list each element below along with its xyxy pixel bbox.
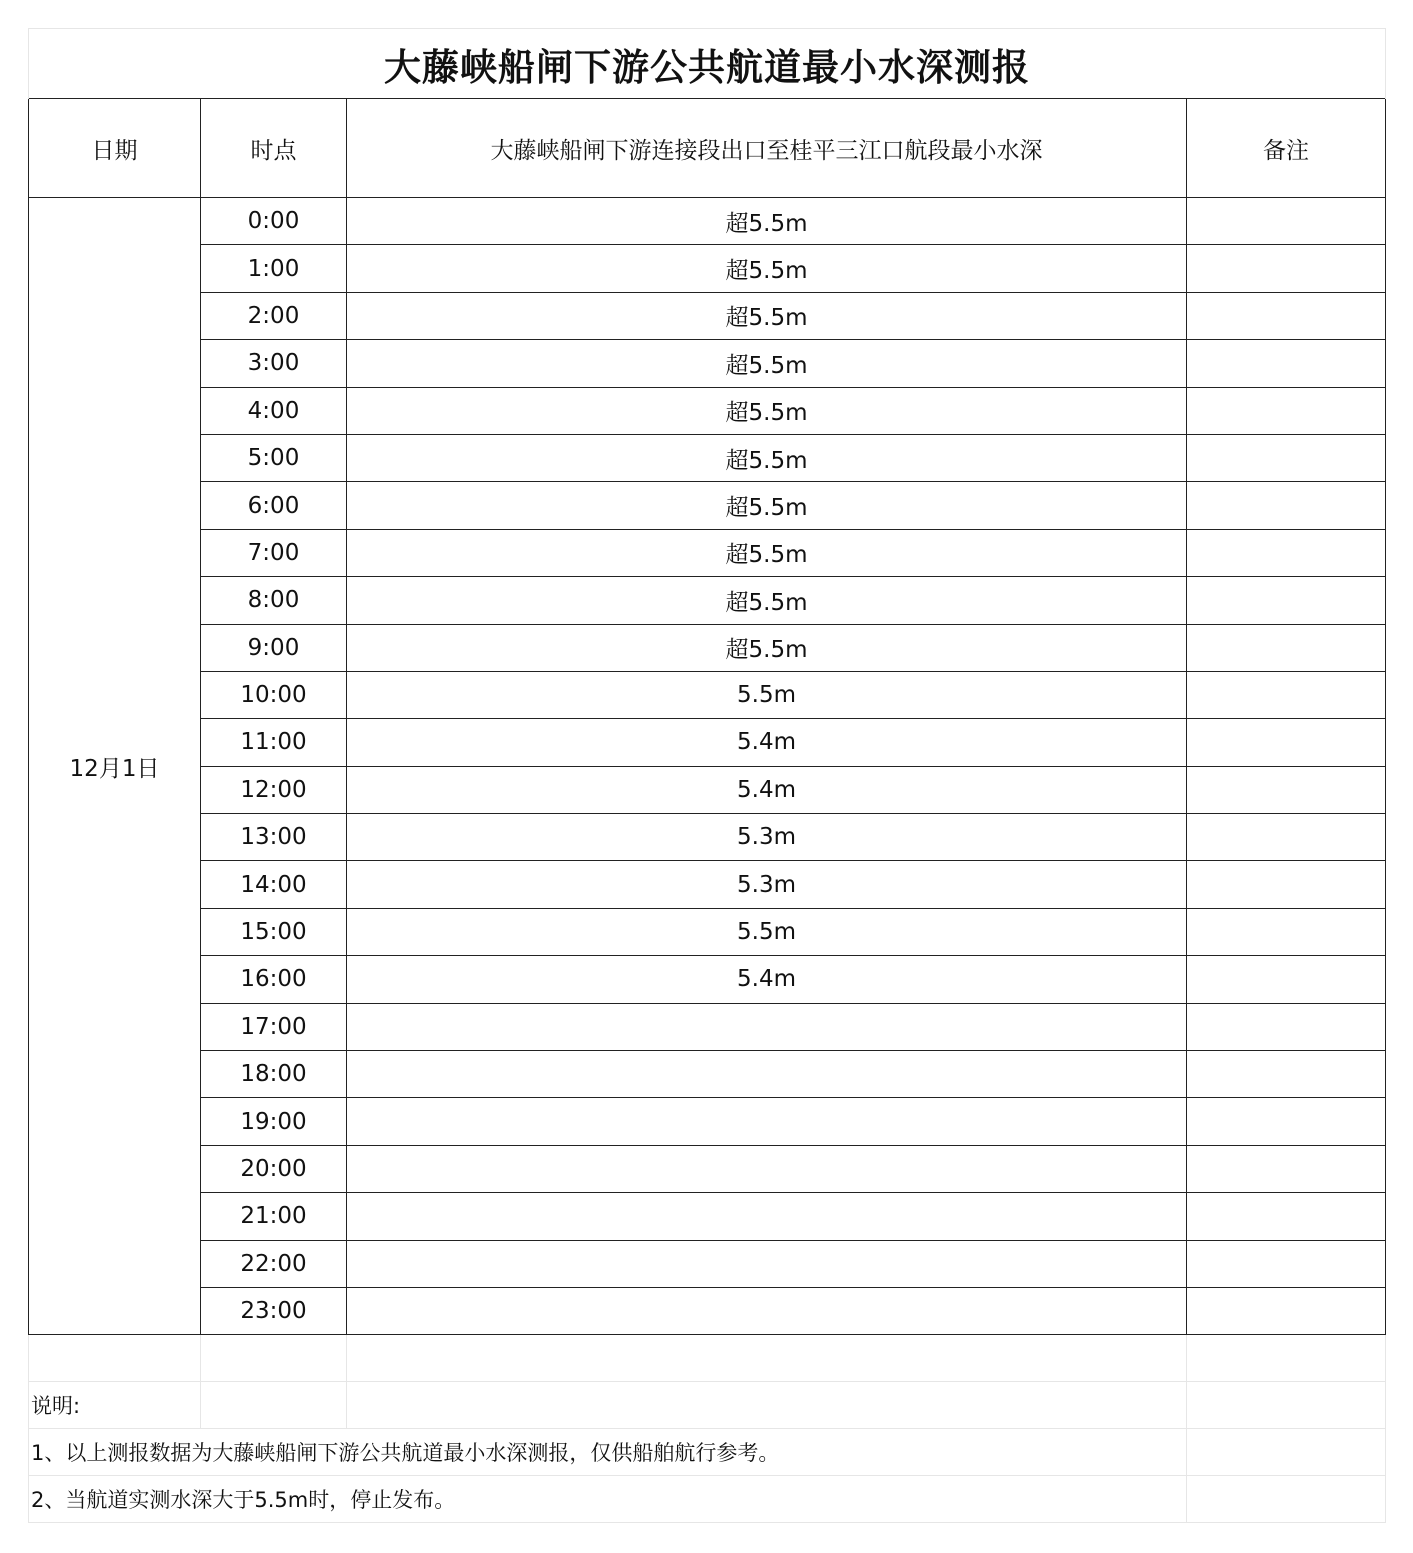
depth-cell[interactable]: 超5.5m bbox=[347, 340, 1187, 387]
table-row bbox=[29, 340, 1386, 387]
time-cell[interactable]: 19:00 bbox=[201, 1098, 347, 1145]
remark-cell[interactable] bbox=[1187, 1193, 1386, 1240]
remark-cell[interactable] bbox=[1187, 1240, 1386, 1287]
time-cell[interactable]: 21:00 bbox=[201, 1193, 347, 1240]
depth-cell[interactable]: 超5.5m bbox=[347, 624, 1187, 671]
time-cell[interactable]: 4:00 bbox=[201, 387, 347, 434]
remark-cell[interactable] bbox=[1187, 577, 1386, 624]
header-date: 日期 bbox=[29, 99, 201, 198]
time-cell[interactable]: 13:00 bbox=[201, 814, 347, 861]
depth-cell[interactable]: 超5.5m bbox=[347, 529, 1187, 576]
table-row bbox=[29, 956, 1386, 1003]
table-row bbox=[29, 292, 1386, 339]
depth-cell[interactable]: 超5.5m bbox=[347, 245, 1187, 292]
empty-cell bbox=[1187, 1429, 1386, 1476]
time-cell[interactable]: 18:00 bbox=[201, 1051, 347, 1098]
remark-cell[interactable] bbox=[1187, 434, 1386, 481]
depth-cell[interactable] bbox=[347, 1098, 1187, 1145]
depth-cell[interactable]: 超5.5m bbox=[347, 292, 1187, 339]
header-time: 时点 bbox=[201, 99, 347, 198]
note-row bbox=[29, 1476, 1386, 1523]
time-cell[interactable]: 0:00 bbox=[201, 198, 347, 245]
depth-cell[interactable] bbox=[347, 1287, 1187, 1334]
time-cell[interactable]: 22:00 bbox=[201, 1240, 347, 1287]
remark-cell[interactable] bbox=[1187, 624, 1386, 671]
table-row bbox=[29, 861, 1386, 908]
table-row bbox=[29, 1240, 1386, 1287]
table-row bbox=[29, 671, 1386, 718]
time-cell[interactable]: 23:00 bbox=[201, 1287, 347, 1334]
depth-cell[interactable]: 超5.5m bbox=[347, 577, 1187, 624]
empty-cell bbox=[347, 1335, 1187, 1382]
table-row bbox=[29, 1287, 1386, 1334]
empty-cell bbox=[201, 1335, 347, 1382]
time-cell[interactable]: 17:00 bbox=[201, 1003, 347, 1050]
remark-cell[interactable] bbox=[1187, 1287, 1386, 1334]
time-cell[interactable]: 6:00 bbox=[201, 482, 347, 529]
table-row bbox=[29, 529, 1386, 576]
remark-cell[interactable] bbox=[1187, 1003, 1386, 1050]
remark-cell[interactable] bbox=[1187, 245, 1386, 292]
time-cell[interactable]: 1:00 bbox=[201, 245, 347, 292]
table-row bbox=[29, 577, 1386, 624]
time-cell[interactable]: 12:00 bbox=[201, 766, 347, 813]
time-cell[interactable]: 16:00 bbox=[201, 956, 347, 1003]
table-row bbox=[29, 814, 1386, 861]
depth-cell[interactable]: 超5.5m bbox=[347, 198, 1187, 245]
notes-heading-row bbox=[29, 1382, 1386, 1429]
table-row bbox=[29, 387, 1386, 434]
empty-cell bbox=[1187, 1382, 1386, 1429]
table-row bbox=[29, 1003, 1386, 1050]
remark-cell[interactable] bbox=[1187, 671, 1386, 718]
remark-cell[interactable] bbox=[1187, 198, 1386, 245]
time-cell[interactable]: 15:00 bbox=[201, 908, 347, 955]
table-row bbox=[29, 766, 1386, 813]
depth-cell[interactable]: 5.5m bbox=[347, 908, 1187, 955]
header-row bbox=[29, 99, 1386, 198]
depth-cell[interactable] bbox=[347, 1003, 1187, 1050]
table-row bbox=[29, 1098, 1386, 1145]
time-cell[interactable]: 7:00 bbox=[201, 529, 347, 576]
table-row bbox=[29, 434, 1386, 481]
spacer-row bbox=[29, 1335, 1386, 1382]
table-row bbox=[29, 245, 1386, 292]
time-cell[interactable]: 3:00 bbox=[201, 340, 347, 387]
remark-cell[interactable] bbox=[1187, 340, 1386, 387]
table-row bbox=[29, 1145, 1386, 1192]
depth-cell[interactable] bbox=[347, 1240, 1187, 1287]
depth-cell[interactable]: 5.4m bbox=[347, 956, 1187, 1003]
time-cell[interactable]: 9:00 bbox=[201, 624, 347, 671]
remark-cell[interactable] bbox=[1187, 766, 1386, 813]
time-cell[interactable]: 8:00 bbox=[201, 577, 347, 624]
remark-cell[interactable] bbox=[1187, 1098, 1386, 1145]
depth-cell[interactable]: 5.5m bbox=[347, 671, 1187, 718]
page-title: 大藤峡船闸下游公共航道最小水深测报 bbox=[29, 29, 1386, 99]
table-row bbox=[29, 1051, 1386, 1098]
depth-cell[interactable]: 5.4m bbox=[347, 719, 1187, 766]
table-row bbox=[29, 1193, 1386, 1240]
remark-cell[interactable] bbox=[1187, 482, 1386, 529]
time-cell[interactable]: 5:00 bbox=[201, 434, 347, 481]
note-text: 2、当航道实测水深大于5.5m时，停止发布。 bbox=[29, 1476, 1187, 1523]
remark-cell[interactable] bbox=[1187, 292, 1386, 339]
report-table bbox=[28, 28, 1386, 1523]
remark-cell[interactable] bbox=[1187, 387, 1386, 434]
remark-cell[interactable] bbox=[1187, 529, 1386, 576]
remark-cell[interactable] bbox=[1187, 814, 1386, 861]
time-cell[interactable]: 2:00 bbox=[201, 292, 347, 339]
remark-cell[interactable] bbox=[1187, 719, 1386, 766]
notes-heading: 说明: bbox=[29, 1382, 201, 1429]
remark-cell[interactable] bbox=[1187, 956, 1386, 1003]
empty-cell bbox=[201, 1382, 347, 1429]
remark-cell[interactable] bbox=[1187, 1145, 1386, 1192]
depth-cell[interactable]: 超5.5m bbox=[347, 434, 1187, 481]
empty-cell bbox=[347, 1382, 1187, 1429]
title-row bbox=[29, 29, 1386, 99]
report-sheet bbox=[28, 28, 1385, 1523]
date-cell[interactable]: 12月1日 bbox=[29, 198, 201, 1335]
table-row bbox=[29, 198, 1386, 245]
note-text: 1、以上测报数据为大藤峡船闸下游公共航道最小水深测报，仅供船舶航行参考。 bbox=[29, 1429, 1187, 1476]
note-row bbox=[29, 1429, 1386, 1476]
header-remark: 备注 bbox=[1187, 99, 1386, 198]
empty-cell bbox=[1187, 1476, 1386, 1523]
time-cell[interactable]: 10:00 bbox=[201, 671, 347, 718]
depth-cell[interactable] bbox=[347, 1145, 1187, 1192]
time-cell[interactable]: 20:00 bbox=[201, 1145, 347, 1192]
empty-cell bbox=[1187, 1335, 1386, 1382]
table-row bbox=[29, 719, 1386, 766]
depth-cell[interactable]: 5.3m bbox=[347, 861, 1187, 908]
time-cell[interactable]: 11:00 bbox=[201, 719, 347, 766]
remark-cell[interactable] bbox=[1187, 861, 1386, 908]
remark-cell[interactable] bbox=[1187, 908, 1386, 955]
empty-cell bbox=[29, 1335, 201, 1382]
depth-cell[interactable] bbox=[347, 1051, 1187, 1098]
time-cell[interactable]: 14:00 bbox=[201, 861, 347, 908]
depth-cell[interactable] bbox=[347, 1193, 1187, 1240]
depth-cell[interactable]: 5.3m bbox=[347, 814, 1187, 861]
depth-cell[interactable]: 超5.5m bbox=[347, 482, 1187, 529]
depth-cell[interactable]: 超5.5m bbox=[347, 387, 1187, 434]
depth-cell[interactable]: 5.4m bbox=[347, 766, 1187, 813]
remark-cell[interactable] bbox=[1187, 1051, 1386, 1098]
table-row bbox=[29, 908, 1386, 955]
header-depth: 大藤峡船闸下游连接段出口至桂平三江口航段最小水深 bbox=[347, 99, 1187, 198]
table-row bbox=[29, 482, 1386, 529]
table-row bbox=[29, 624, 1386, 671]
